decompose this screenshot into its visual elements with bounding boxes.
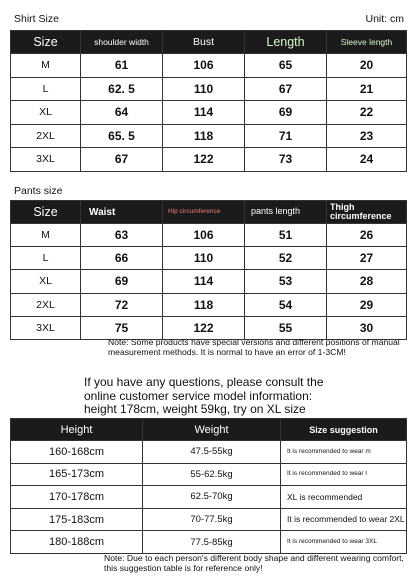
- pants-size-table: [10, 200, 407, 340]
- table-cell: 26: [327, 224, 407, 247]
- column-header: Waist: [81, 201, 163, 224]
- unit-label: Unit: cm: [365, 13, 404, 25]
- table-cell: 118: [163, 293, 245, 316]
- table-cell: 114: [163, 101, 245, 125]
- table-cell: 51: [245, 224, 327, 247]
- size-cell: 2XL: [11, 293, 81, 316]
- column-header: Weight: [143, 419, 281, 441]
- shirt-section-title: Shirt Size: [14, 13, 59, 25]
- table-cell: 53: [245, 270, 327, 293]
- table-cell: 106: [163, 54, 245, 78]
- size-cell: 3XL: [11, 148, 81, 172]
- table-cell: 29: [327, 293, 407, 316]
- table-cell: 28: [327, 270, 407, 293]
- column-header: Height: [11, 419, 143, 441]
- table-row: [11, 316, 407, 339]
- size-cell: M: [11, 54, 81, 78]
- column-header: Size suggestion: [281, 419, 407, 441]
- table-row: [11, 247, 407, 270]
- table-row: [11, 441, 407, 464]
- suggestion-cell: XL is recommended: [281, 486, 407, 509]
- table-cell: 67: [81, 148, 163, 172]
- table-row: [11, 270, 407, 293]
- table-cell: 30: [327, 316, 407, 339]
- size-cell: 2XL: [11, 124, 81, 148]
- table-cell: 65. 5: [81, 124, 163, 148]
- size-cell: L: [11, 247, 81, 270]
- height-cell: 165-173cm: [11, 463, 143, 486]
- size-cell: 3XL: [11, 316, 81, 339]
- table-cell: 20: [327, 54, 407, 78]
- table-cell: 65: [245, 54, 327, 78]
- shirt-size-table: [10, 30, 407, 172]
- suggestion-cell: It is recommended to wear 2XL: [281, 508, 407, 531]
- table-cell: 63: [81, 224, 163, 247]
- measurement-note: Note: Some products have special versions and different positions of manual measurement methods. It is normal to have an error of 1-3CM!: [108, 337, 400, 357]
- table-row: [11, 486, 407, 509]
- table-row: [11, 77, 407, 101]
- table-cell: 118: [163, 124, 245, 148]
- height-cell: 175-183cm: [11, 508, 143, 531]
- height-cell: 180-188cm: [11, 531, 143, 554]
- table-row: [11, 54, 407, 78]
- table-cell: 62. 5: [81, 77, 163, 101]
- table-cell: 72: [81, 293, 163, 316]
- table-cell: 23: [327, 124, 407, 148]
- table-cell: 21: [327, 77, 407, 101]
- suggestion-cell: It is recommended to wear m: [281, 441, 407, 464]
- table-cell: 75: [81, 316, 163, 339]
- suggestion-cell: It is recommended to wear l: [281, 463, 407, 486]
- table-cell: 52: [245, 247, 327, 270]
- table-cell: 66: [81, 247, 163, 270]
- column-header: Length: [245, 31, 327, 54]
- column-header: Sleeve length: [327, 31, 407, 54]
- table-row: [11, 124, 407, 148]
- weight-cell: 55-62.5kg: [143, 463, 281, 486]
- size-cell: L: [11, 77, 81, 101]
- table-cell: 69: [81, 270, 163, 293]
- height-cell: 160-168cm: [11, 441, 143, 464]
- table-cell: 55: [245, 316, 327, 339]
- table-row: [11, 508, 407, 531]
- size-suggestion-table: [10, 418, 407, 554]
- column-header: Thigh circumference: [327, 201, 407, 224]
- column-header: shoulder width: [81, 31, 163, 54]
- weight-cell: 77.5-85kg: [143, 531, 281, 554]
- table-cell: 69: [245, 101, 327, 125]
- table-cell: 71: [245, 124, 327, 148]
- table-row: [11, 293, 407, 316]
- table-row: [11, 148, 407, 172]
- table-cell: 110: [163, 247, 245, 270]
- column-header: Size: [11, 201, 81, 224]
- table-cell: 73: [245, 148, 327, 172]
- table-cell: 54: [245, 293, 327, 316]
- table-row: [11, 463, 407, 486]
- model-info-text: If you have any questions, please consult the online customer service model information: height 178cm, weight 59kg, try on XL size: [84, 375, 324, 416]
- table-cell: 27: [327, 247, 407, 270]
- table-cell: 122: [163, 316, 245, 339]
- table-row: [11, 101, 407, 125]
- height-cell: 170-178cm: [11, 486, 143, 509]
- table-row: [11, 531, 407, 554]
- suggestion-cell: It is recommended to wear 3XL: [281, 531, 407, 554]
- weight-cell: 70-77.5kg: [143, 508, 281, 531]
- table-cell: 110: [163, 77, 245, 101]
- table-cell: 106: [163, 224, 245, 247]
- size-cell: M: [11, 224, 81, 247]
- table-cell: 22: [327, 101, 407, 125]
- table-cell: 61: [81, 54, 163, 78]
- column-header: Hip circumference: [163, 201, 245, 224]
- table-cell: 122: [163, 148, 245, 172]
- size-cell: XL: [11, 101, 81, 125]
- table-cell: 67: [245, 77, 327, 101]
- pants-section-title: Pants size: [14, 185, 63, 197]
- column-header: Bust: [163, 31, 245, 54]
- weight-cell: 62.5-70kg: [143, 486, 281, 509]
- column-header: pants length: [245, 201, 327, 224]
- table-cell: 24: [327, 148, 407, 172]
- size-cell: XL: [11, 270, 81, 293]
- reference-note: Note: Due to each person's different body shape and different wearing comfort, this suggestion table is for reference only!: [104, 553, 404, 573]
- table-cell: 64: [81, 101, 163, 125]
- table-row: [11, 224, 407, 247]
- weight-cell: 47.5-55kg: [143, 441, 281, 464]
- column-header: Size: [11, 31, 81, 54]
- table-cell: 114: [163, 270, 245, 293]
